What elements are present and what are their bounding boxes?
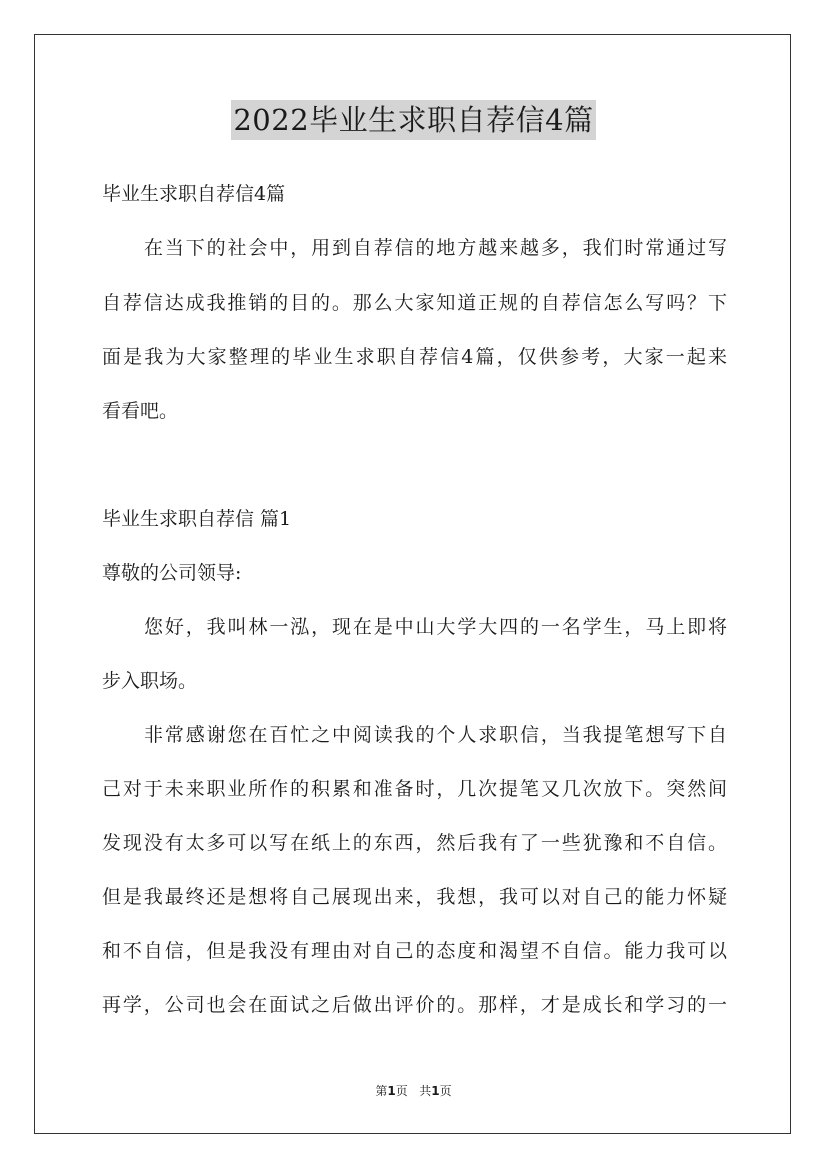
title-container bbox=[0, 100, 827, 140]
footer-total-prefix: 共 bbox=[419, 1084, 432, 1098]
paragraph-line: 看看吧。 bbox=[102, 400, 179, 422]
paragraph-line: 非常感谢您在百忙之中阅读我的个人求职信，当我提笔想写下自 bbox=[144, 724, 727, 746]
footer-total-pages: 1 bbox=[431, 1084, 440, 1098]
paragraph-line: 面是我为大家整理的毕业生求职自荐信4篇，仅供参考，大家一起来 bbox=[102, 346, 727, 368]
paragraph-line: 再学，公司也会在面试之后做出评价的。那样，才是成长和学习的一 bbox=[102, 994, 727, 1016]
paragraph-line: 您好，我叫林一泓，现在是中山大学大四的一名学生，马上即将 bbox=[144, 616, 727, 638]
footer-total-suffix: 页 bbox=[439, 1084, 452, 1098]
salutation: 尊敬的公司领导: bbox=[102, 562, 242, 584]
document-title: 2022毕业生求职自荐信4篇 bbox=[231, 100, 595, 140]
page-footer bbox=[0, 1083, 827, 1099]
paragraph-line: 步入职场。 bbox=[102, 670, 198, 692]
paragraph-line: 己对于未来职业所作的积累和准备时，几次提笔又几次放下。突然间 bbox=[102, 778, 727, 800]
footer-page-suffix: 页 bbox=[395, 1084, 408, 1098]
paragraph-line: 但是我最终还是想将自己展现出来，我想，我可以对自己的能力怀疑 bbox=[102, 886, 727, 908]
section-heading: 毕业生求职自荐信 篇1 bbox=[102, 508, 292, 530]
paragraph-line: 在当下的社会中，用到自荐信的地方越来越多，我们时常通过写 bbox=[144, 237, 727, 259]
footer-page-prefix: 第 bbox=[375, 1084, 388, 1098]
paragraph-line: 和不自信，但是我没有理由对自己的态度和渴望不自信。能力我可以 bbox=[102, 940, 727, 962]
paragraph-line: 发现没有太多可以写在纸上的东西，然后我有了一些犹豫和不自信。 bbox=[102, 832, 727, 854]
footer-page-number: 1 bbox=[387, 1084, 396, 1098]
subtitle-line: 毕业生求职自荐信4篇 bbox=[102, 183, 286, 205]
paragraph-line: 自荐信达成我推销的目的。那么大家知道正规的自荐信怎么写吗？下 bbox=[102, 292, 727, 314]
